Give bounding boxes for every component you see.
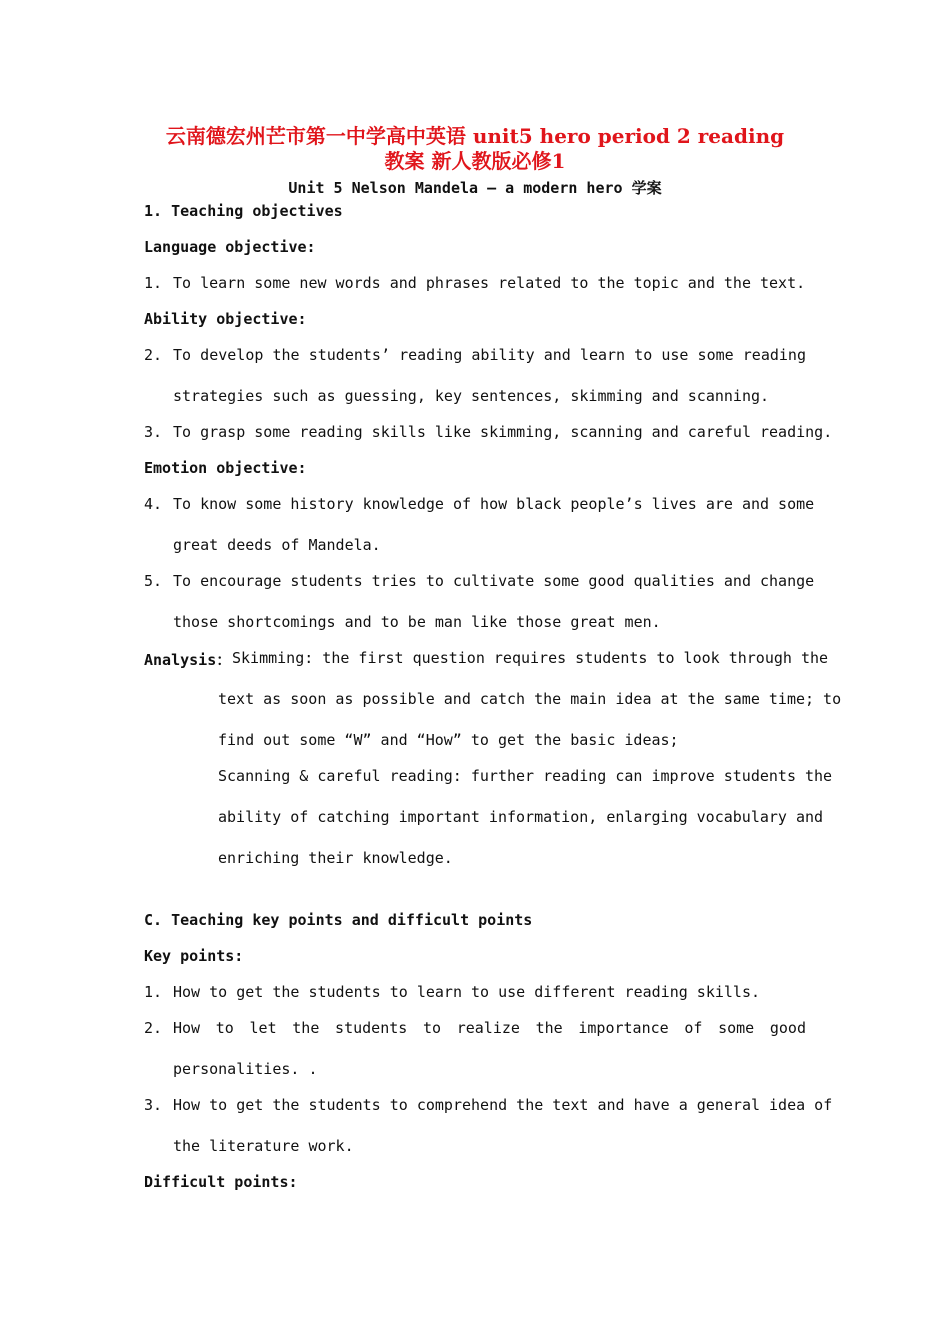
ability-objective-heading: Ability objective: [144,310,307,328]
list-item: How to get the students to learn to use different reading skills. [173,983,760,1001]
list-item: To know some history knowledge of how black people’s lives are and some [173,495,815,513]
list-number: 1. [144,983,163,1001]
section1-heading: 1. Teaching objectives [144,202,343,220]
difficult-points-heading: Difficult points: [144,1173,298,1191]
list-number: 3. [144,423,163,441]
analysis-text: Skimming: the first question requires students to look through the [232,649,829,667]
emotion-objective-heading: Emotion objective: [144,459,307,477]
analysis-text: find out some “W” and “How” to get the basic ideas; [218,731,679,749]
list-item-continuation: strategies such as guessing, key sentences, skimming and scanning. [173,387,770,405]
list-item-continuation: those shortcomings and to be man like those great men. [173,613,661,631]
key-points-heading: Key points: [144,947,244,965]
document-subtitle: Unit 5 Nelson Mandela – a modern hero 学案 [288,179,662,197]
document-title-line1: 云南德宏州芒市第一中学高中英语 unit5 hero period 2 reading [165,124,785,148]
sectionC-heading: C. Teaching key points and difficult points [144,911,533,929]
language-objective-heading: Language objective: [144,238,316,256]
list-number: 2. [144,346,163,364]
analysis-label: Analysis： [144,651,232,669]
list-item: To learn some new words and phrases related to the topic and the text. [173,274,806,292]
list-number: 5. [144,572,163,590]
list-item: To develop the students’ reading ability and learn to use some reading [173,346,806,364]
document-title-line2: 教案 新人教版必修1 [384,149,566,173]
list-item-continuation: the literature work. [173,1137,354,1155]
list-number: 2. [144,1019,163,1037]
list-number: 4. [144,495,163,513]
list-item-continuation: great deeds of Mandela. [173,536,381,554]
list-number: 3. [144,1096,163,1114]
list-item-continuation: personalities. . [173,1060,318,1078]
analysis-text: Scanning & careful reading: further reading can improve students the [218,767,833,785]
list-item: To encourage students tries to cultivate some good qualities and change [173,572,815,590]
analysis-text: ability of catching important information, enlarging vocabulary and [218,808,824,826]
list-item: How to get the students to comprehend the text and have a general idea of [173,1096,833,1114]
analysis-text: enriching their knowledge. [218,849,453,867]
list-item: How to let the students to realize the importance of some good [173,1019,806,1037]
analysis-text: text as soon as possible and catch the main idea at the same time; to [218,690,842,708]
list-number: 1. [144,274,163,292]
list-item: To grasp some reading skills like skimming, scanning and careful reading. [173,423,833,441]
